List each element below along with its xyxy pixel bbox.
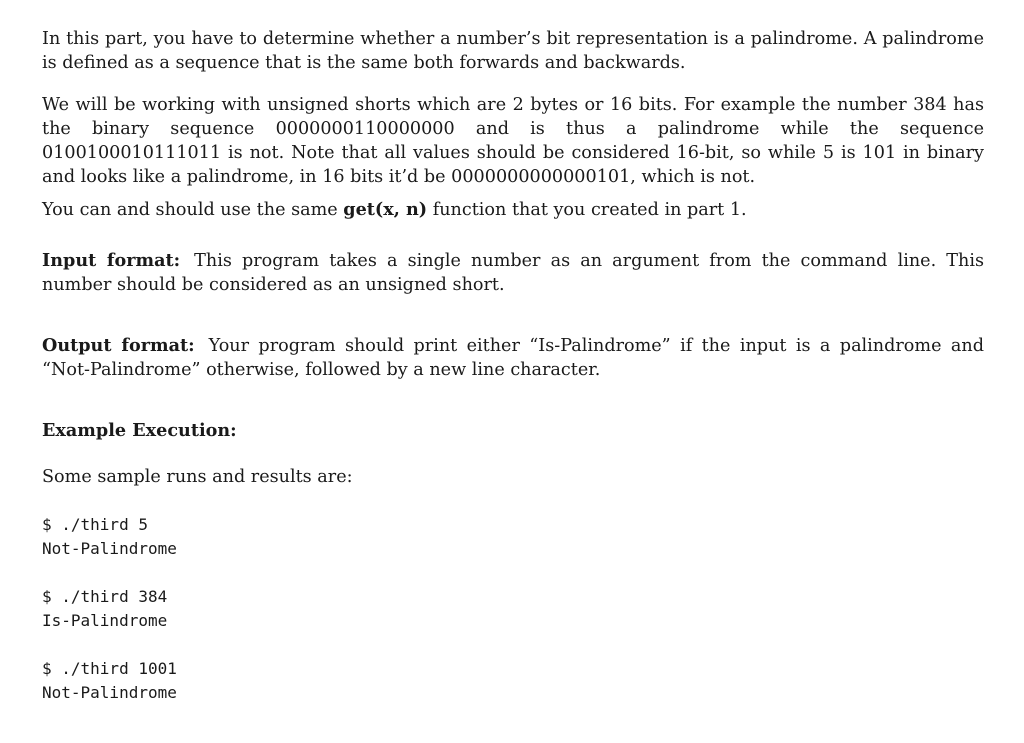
example-intro: Some sample runs and results are: (42, 467, 353, 487)
example-heading: Example Execution: (42, 420, 237, 441)
intro-paragraph-1: In this part, you have to determine whether a number’s bit representation is a palindrome. A palindrome is defined as a sequence that is the same both forwards and backwards. (42, 29, 984, 73)
input-format-section (42, 249, 984, 297)
intro-paragraph-2: We will be working with unsigned shorts which are 2 bytes or 16 bits. For example the number 384 has the binary sequence 0000000110000000 and is thus a palindrome while the sequence 0100100010111011 is not. Note that all values should be considered 16-bit, so while 5 is 101 in binary and looks like a palindrome, in 16 bits it’d be 0000000000000101, which is not. (42, 95, 984, 187)
output-format-label: Output format: (42, 335, 195, 356)
function-name: get(x, n) (343, 199, 428, 220)
intro-paragraph-3-before: You can and should use the same (42, 200, 344, 220)
intro-paragraph-3-after: function that you created in part 1. (427, 200, 747, 220)
sample-run-3 (42, 657, 177, 705)
sample-result: Not-Palindrome (42, 683, 177, 702)
output-format-text: Your program should print either “Is-Palindrome” if the input is a palindrome and “Not-Palindrome” otherwise, followed by a new line character. (42, 336, 984, 380)
sample-run-2 (42, 585, 167, 633)
sample-command: $ ./third 5 (42, 515, 148, 534)
intro-paragraph-3 (42, 198, 984, 222)
sample-command: $ ./third 384 (42, 587, 168, 606)
sample-result: Not-Palindrome (42, 539, 177, 558)
output-format-section (42, 334, 984, 382)
sample-result: Is-Palindrome (42, 611, 168, 630)
input-format-text: This program takes a single number as an argument from the command line. This number should be considered as an unsigned short. (42, 251, 985, 295)
sample-command: $ ./third 1001 (42, 659, 177, 678)
sample-run-1 (42, 513, 177, 561)
input-format-label: Input format: (42, 250, 181, 271)
